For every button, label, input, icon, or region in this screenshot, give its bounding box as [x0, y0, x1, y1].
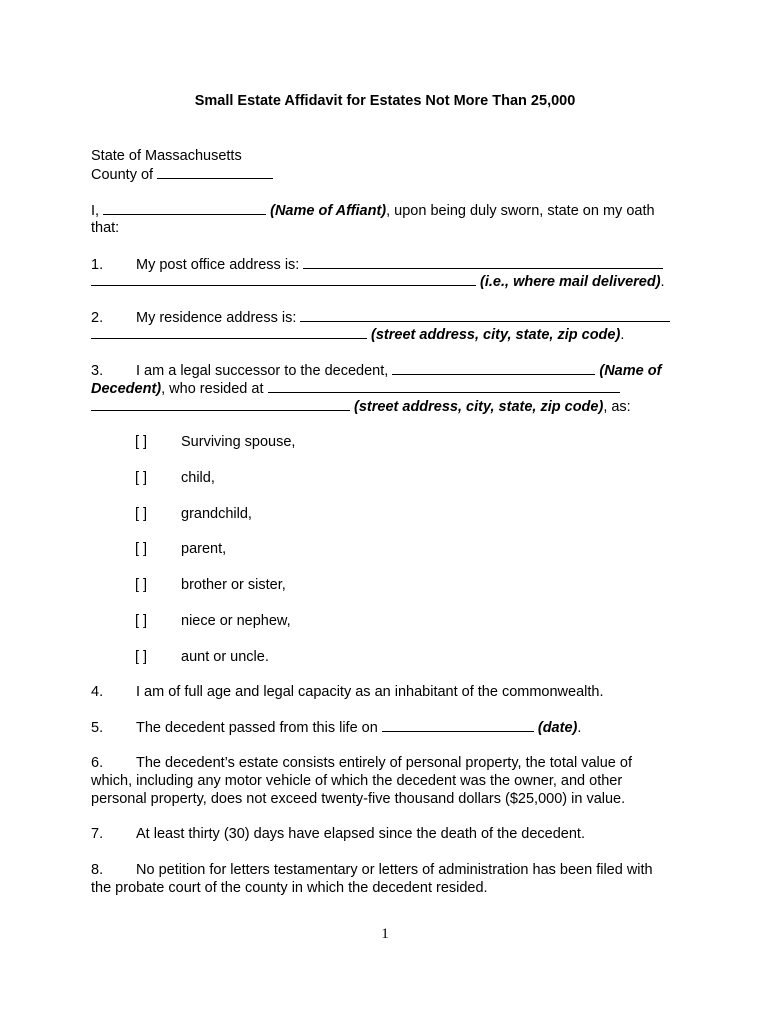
item-3-line-2 [91, 379, 620, 398]
item-1-end: . [660, 274, 665, 290]
item-5-end: . [577, 720, 582, 736]
checkbox[interactable]: [ ] [135, 434, 148, 450]
item-3-line-3 [91, 397, 631, 416]
item-6-line-2: which, including any motor vehicle of which the decedent was the owner, and other [91, 773, 623, 789]
decedent-residence-blank-2[interactable] [91, 397, 350, 411]
county-label: County of [91, 167, 154, 183]
date-of-death-blank[interactable] [382, 718, 534, 732]
item-1-number: 1. [91, 257, 104, 273]
item-6-line-3: personal property, does not exceed twenty-five thousand dollars ($25,000) in value. [91, 791, 626, 807]
checkbox[interactable]: [ ] [135, 613, 148, 629]
affiant-label: (Name of Affiant) [270, 203, 387, 219]
item-3-label-b: Decedent) [91, 381, 162, 397]
item-3-label-c: (street address, city, state, zip code) [354, 399, 604, 415]
option-aunt-or-uncle[interactable] [135, 648, 269, 666]
state-line: State of Massachusetts [91, 148, 242, 164]
item-7-number: 7. [91, 826, 104, 842]
county-blank[interactable] [157, 165, 273, 179]
option-brother-or-sister[interactable] [135, 576, 286, 594]
checkbox[interactable]: [ ] [135, 470, 148, 486]
affiant-line [91, 201, 655, 220]
item-3-label-a: (Name of [599, 363, 662, 379]
checkbox[interactable]: [ ] [135, 577, 148, 593]
item-5-label: (date) [537, 720, 578, 736]
item-2-text: My residence address is: [136, 310, 297, 326]
item-1-line-2 [91, 272, 665, 291]
item-6-line-1 [91, 754, 632, 772]
item-2-label: (street address, city, state, zip code) [371, 327, 621, 343]
item-2-end: . [620, 327, 625, 343]
item-1-text: My post office address is: [136, 257, 300, 273]
intro-text: , upon being duly sworn, state on my oath [386, 203, 655, 219]
option-parent[interactable] [135, 540, 226, 558]
item-8-line-1 [91, 861, 653, 879]
item-5-text: The decedent passed from this life on [136, 720, 378, 736]
decedent-residence-blank-1[interactable] [268, 379, 620, 393]
item-3-line [91, 361, 661, 380]
option-label: parent, [181, 541, 227, 557]
document-title: Small Estate Affidavit for Estates Not More Than 25,000 [194, 93, 576, 109]
page-number: 1 [381, 926, 389, 942]
item-3-number: 3. [91, 363, 104, 379]
item-8-number: 8. [91, 862, 104, 878]
item-2-line-2 [91, 325, 624, 344]
option-label: brother or sister, [181, 577, 286, 593]
item-5-number: 5. [91, 720, 104, 736]
affiant-name-blank[interactable] [103, 201, 266, 215]
option-niece-or-nephew[interactable] [135, 612, 291, 630]
checkbox[interactable]: [ ] [135, 506, 148, 522]
county-line [91, 165, 273, 184]
item-7-text: At least thirty (30) days have elapsed since the death of the decedent. [136, 826, 585, 842]
item-3-end: , as: [603, 399, 631, 415]
item-6-text-1: The decedent’s estate consists entirely of personal property, the total value of [136, 755, 632, 771]
checkbox[interactable]: [ ] [135, 649, 148, 665]
option-label: child, [181, 470, 215, 486]
decedent-name-blank[interactable] [392, 361, 595, 375]
item-6-number: 6. [91, 755, 104, 771]
post-office-address-blank-1[interactable] [303, 255, 663, 269]
option-grandchild[interactable] [135, 505, 252, 523]
item-8-line-2: the probate court of the county in which the decedent resided. [91, 880, 488, 896]
item-3-text: I am a legal successor to the decedent, [136, 363, 389, 379]
post-office-address-blank-2[interactable] [91, 272, 476, 286]
item-8-text-1: No petition for letters testamentary or letters of administration has been filed with [136, 862, 653, 878]
item-5-line [91, 718, 581, 737]
intro-prefix: I, [91, 203, 100, 219]
residence-address-blank-2[interactable] [91, 325, 367, 339]
item-3-text-2: , who resided at [161, 381, 264, 397]
option-child[interactable] [135, 469, 215, 487]
option-label: aunt or uncle. [181, 649, 269, 665]
option-label: niece or nephew, [181, 613, 291, 629]
option-label: Surviving spouse, [181, 434, 296, 450]
item-7-line [91, 825, 585, 843]
intro-line-2: that: [91, 220, 120, 236]
checkbox[interactable]: [ ] [135, 541, 148, 557]
item-2-number: 2. [91, 310, 104, 326]
option-label: grandchild, [181, 506, 252, 522]
item-4-text: I am of full age and legal capacity as an inhabitant of the commonwealth. [136, 684, 604, 700]
item-1-label: (i.e., where mail delivered) [480, 274, 661, 290]
item-4-line [91, 683, 604, 701]
option-surviving-spouse[interactable] [135, 433, 295, 451]
item-4-number: 4. [91, 684, 104, 700]
residence-address-blank-1[interactable] [300, 308, 670, 322]
